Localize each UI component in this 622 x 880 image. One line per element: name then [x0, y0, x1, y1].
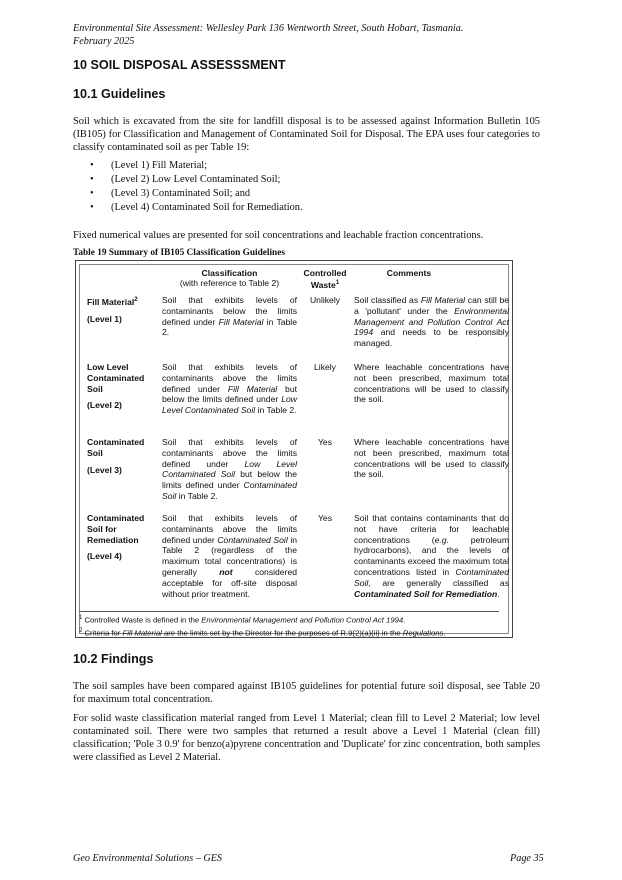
list-item: • (Level 4) Contaminated Soil for Remediation. — [73, 201, 303, 215]
row-description: Soil that exhibits levels of contaminants above the limits defined under Contaminated Soil in Table 2 (regardless of the maximum total concentrations) is generally not considered acceptable for off-site disposal without prior treatment. — [162, 513, 298, 599]
row-comment: Soil that contains contaminants that do not have criteria for leachable concentrations (e.g. petroleum hydrocarbons), and the levels of contaminants exceed the maximum total concentrations listed in Contaminated Soil, are generally classified as Contaminated Soil for Remediation. — [354, 513, 509, 599]
footnote-1: $^1$ Controlled Waste is defined in the Environmental Management and Pollution Control Act 1994. — [79, 615, 406, 625]
header-comments: Comments — [386, 268, 432, 278]
fixed-values-text: Fixed numerical values are presented for soil concentrations and leachable fraction concentrations. — [73, 230, 484, 241]
footer-page-number: Page 35 — [510, 853, 544, 864]
footnote-2: $^2$ Criteria for Fill Material are the limits set by the Director for the purposes of R.9(2)(a)(ii) in the Regulations. — [79, 627, 446, 638]
findings-heading: 10.2 Findings — [73, 652, 154, 666]
list-item: • (Level 3) Contaminated Soil; and — [73, 187, 303, 201]
section-title: 10 SOIL DISPOSAL ASSESSSMENT — [73, 58, 286, 72]
row-controlled-waste: Yes — [317, 437, 333, 447]
header-classification: Classification (with reference to Table 2) — [179, 268, 280, 288]
row-controlled-waste: Yes — [317, 513, 333, 523]
row-description: Soil that exhibits levels of contaminants above the limits defined under Fill Material but below the limits defined under Low Level Contaminated Soil in Table 2. — [162, 362, 297, 416]
list-item: • (Level 2) Low Level Contaminated Soil; — [73, 173, 303, 187]
row-comment: Where leachable concentrations have not been prescribed, maximum total concentrations will be used to classify the soil. — [354, 437, 509, 480]
row-comment: Where leachable concentrations have not been prescribed, maximum total concentrations will be used to classify the soil. — [354, 362, 509, 405]
header-title: Environmental Site Assessment: Wellesley Park 136 Wentworth Street, South Hobart, Tasmania. — [73, 23, 464, 34]
row-comment: Soil classified as Fill Material can still be a 'pollutant' under the Environmental Management and Pollution Control Act 1994 and needs to be responsibly managed. — [354, 295, 510, 349]
findings-paragraph-2: For solid waste classification material ranged from Level 1 Material; clean fill to Level 2 Material; low level contaminated soil. There were two samples that returned a result above a Level 1 Material (clean fill) classification; 'Pole 3 0.9' for benzo(a)pyrene concentration and 'Duplicate' for zinc concentration, both samples were classified as Level 2 Material. — [73, 713, 540, 763]
table-row: Low Level Contaminated Soil (Level 2) — [87, 362, 145, 411]
header-controlled-waste: Controlled Waste$^1$ — [303, 268, 347, 290]
guidelines-intro: Soil which is excavated from the site for landfill disposal is to be assessed against Information Bulletin 105 (IB105) for Classification and Management of Contaminated Soil for Disposal. The EPA uses four categories to classify contaminated soil as per Table 19: — [73, 116, 540, 153]
table-row: Contaminated Soil (Level 3) — [87, 437, 145, 475]
row-description: Soil that exhibits levels of contaminants below the limits defined under Fill Material in Table 2. — [162, 295, 297, 338]
table-row: Contaminated Soil for Remediation (Level 4) — [87, 513, 145, 562]
page-header — [73, 22, 543, 48]
row-description: Soil that exhibits levels of contaminants above the limits defined under Low Level Contaminated Soil but below the limits defined under Contaminated Soil in Table 2. — [162, 437, 297, 501]
classification-table — [75, 260, 513, 638]
list-item: • (Level 1) Fill Material; — [73, 159, 303, 173]
level-list — [73, 159, 303, 215]
footer-company: Geo Environmental Solutions – GES — [73, 853, 223, 864]
table-caption: Table 19 Summary of IB105 Classification Guidelines — [73, 248, 285, 258]
table-row: Fill Material$^2$ (Level 1) — [87, 296, 138, 324]
guidelines-heading: 10.1 Guidelines — [73, 87, 166, 101]
row-controlled-waste: Unlikely — [309, 295, 341, 305]
header-date: February 2025 — [73, 36, 135, 47]
footnote-divider — [79, 611, 499, 612]
row-controlled-waste: Likely — [314, 362, 336, 372]
table-footnotes — [79, 613, 509, 638]
findings-paragraph-1: The soil samples have been compared against IB105 guidelines for potential future soil disposal, see Table 20 for maximum total concentration. — [73, 681, 540, 705]
